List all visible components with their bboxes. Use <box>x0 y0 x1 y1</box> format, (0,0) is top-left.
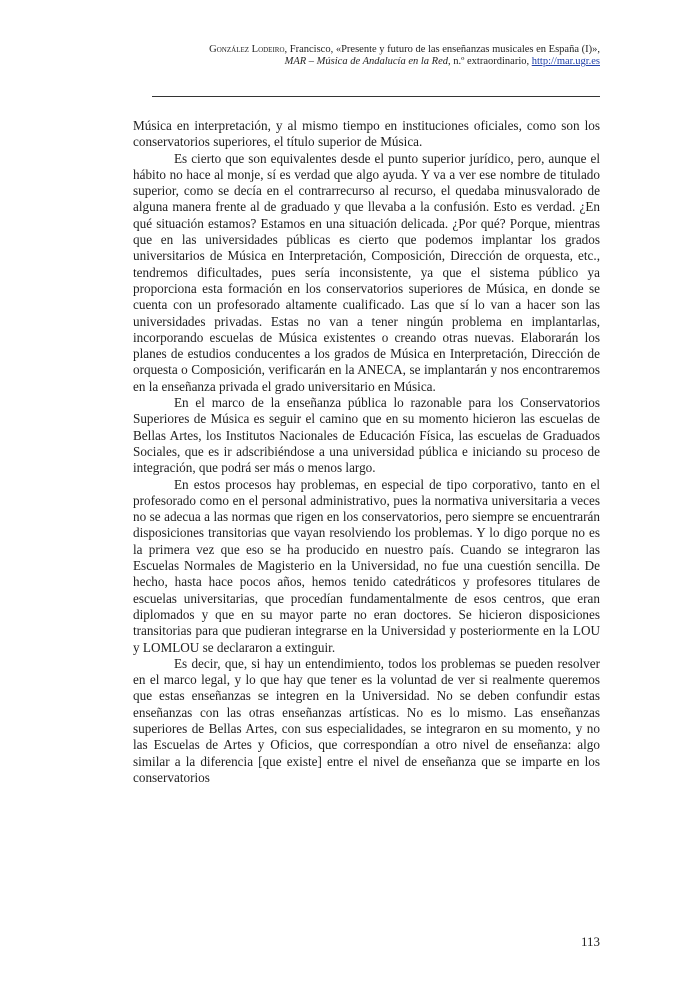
header-rule <box>152 96 600 97</box>
paragraph: Música en interpretación, y al mismo tiempo en instituciones oficiales, como son los conservatorios superiores, el título superior de Música. <box>133 118 600 150</box>
journal-url-link[interactable]: http://mar.ugr.es <box>531 56 600 67</box>
article-body <box>133 118 600 786</box>
header-title: , Francisco, «Presente y futuro de las enseñanzas musicales en España (I)», <box>284 44 600 55</box>
paragraph: En estos procesos hay problemas, en especial de tipo corporativo, tanto en el profesorado como en el personal administrativo, pues la normativa universitaria a veces no se adecua a las normas que rigen en los conservatorios, pero siempre se encuentrarán disposiciones transitorias que vayan resolviendo los problemas. Y lo digo porque no es la primera vez que eso se ha producido en nuestro país. Cuando se integraron las Escuelas Normales de Magisterio en la Universidad, no fue una cuestión sencilla. De hecho, hasta hace pocos años, hemos tenido catedráticos y profesores titulares de escuelas universitarias, que procedían fundamentalmente de esos centros, que eran diplomados y que en su mayor parte no eran doctores. Se hicieron disposiciones transitorias para que pudieran integrarse en la Universidad y posteriormente en la LOU y LOMLOU se declararon a extinguir. <box>133 476 600 655</box>
header-issue: , n.º extraordinario, <box>448 56 530 67</box>
header-author: González Lodeiro <box>209 44 285 55</box>
paragraph: En el marco de la enseñanza pública lo razonable para los Conservatorios Superiores de Música es seguir el camino que en su momento hicieron las escuelas de Bellas Artes, los Institutos Nacionales de Educación Física, las escuelas de Graduados Sociales, que es ir adscribiéndose a una universidad pública e iniciando su proceso de integración, que podrá ser más o menos largo. <box>133 395 600 476</box>
paragraph: Es decir, que, si hay un entendimiento, todos los problemas se pueden resolver en el marco legal, y lo que hay que tener es la voluntad de ver si realmente queremos que estas enseñanzas se integren en la Universidad. No se deben confundir estas enseñanzas con las otras enseñanzas artísticas. No es lo mismo. Las enseñanzas superiores de Bellas Artes, con sus especialidades, se integraron en su momento, y no las Escuelas de Artes y Oficios, que correspondían a otro nivel de enseñanza: algo similar a la diferencia [que existe] entre el nivel de enseñanza que se imparte en los conservatorios <box>133 655 600 785</box>
header-journal-name: MAR – Música de Andalucía en la Red <box>284 56 449 67</box>
paragraph: Es cierto que son equivalentes desde el punto superior jurídico, pero, aunque el hábito no hace al monje, sí es verdad que algo ayuda. Y va a ver ese nombre de titulado superior, como se decía en el contrarrecurso al recurso, el quedaba minusvalorado de alguna manera frente al de graduado y que llevaba a la confusión. Esto es verdad. ¿En qué situación estamos? Estamos en una situación delicada. ¿Por qué? Porque, mientras que en las universidades públicas es cierto que podemos implantar los grados universitarios de Música en Interpretación, Composición, Dirección de orquesta, etc., tendremos dificultades, pues sería inconsistente, ya que el sistema público ya proporciona esta formación en los conservatorios superiores de Música, en donde se cuenta con un profesorado altamente cualificado. Las que sí lo van a hacer son las universidades privadas. Estas no van a tener ningún problema en implantarlas, incorporando escuelas de Música existentes o creando otras nuevas. Elaborarán los planes de estudios conducentes a los grados de Música en Interpretación, Dirección de orquesta o Composición, verificarán en la ANECA, se implantarán y nos encontraremos en la enseñanza privada el grado universitario en Música. <box>133 150 600 394</box>
page-number: 113 <box>580 934 600 949</box>
running-header-journal <box>140 54 600 70</box>
